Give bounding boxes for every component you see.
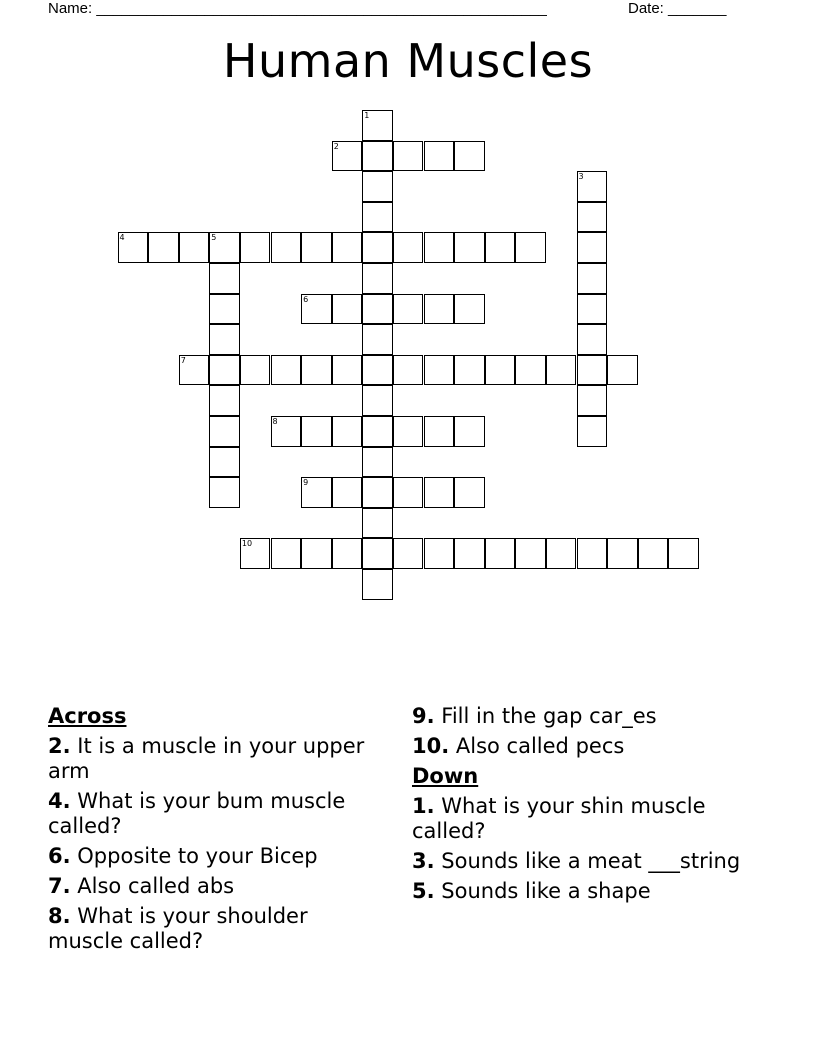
clue-down-3 (412, 849, 772, 874)
clue-number-label: 5 (211, 233, 217, 243)
grid-cell[interactable] (485, 232, 516, 263)
grid-cell[interactable] (209, 355, 240, 386)
grid-cell[interactable] (362, 294, 393, 325)
clue-text: Sounds like a shape (441, 879, 651, 903)
grid-cell[interactable] (362, 263, 393, 294)
date-field[interactable]: Date: _______ (628, 0, 727, 17)
grid-cell[interactable] (424, 416, 455, 447)
grid-cell[interactable] (454, 477, 485, 508)
grid-cell[interactable] (362, 508, 393, 539)
grid-cell[interactable] (424, 355, 455, 386)
clues-column-right (412, 704, 772, 909)
clue-across-9 (412, 704, 772, 729)
grid-cell[interactable] (577, 538, 608, 569)
grid-cell[interactable] (577, 385, 608, 416)
grid-cell[interactable] (577, 202, 608, 233)
grid-cell[interactable] (546, 538, 577, 569)
grid-cell[interactable] (515, 538, 546, 569)
grid-cell[interactable] (332, 477, 363, 508)
clue-number: 3. (412, 849, 435, 873)
grid-cell[interactable] (362, 447, 393, 478)
grid-cell[interactable] (577, 232, 608, 263)
grid-cell[interactable] (362, 477, 393, 508)
grid-cell[interactable] (668, 538, 699, 569)
clue-text: Opposite to your Bicep (77, 844, 318, 868)
grid-cell[interactable] (607, 538, 638, 569)
grid-cell[interactable] (301, 294, 332, 325)
grid-cell[interactable] (209, 447, 240, 478)
clue-number-label: 9 (303, 478, 309, 488)
grid-cell[interactable] (515, 232, 546, 263)
grid-cell[interactable] (179, 355, 210, 386)
clue-number: 8. (48, 904, 71, 928)
clue-text: What is your shin muscle called? (412, 794, 706, 843)
grid-cell[interactable] (362, 385, 393, 416)
grid-cell[interactable] (393, 232, 424, 263)
grid-cell[interactable] (362, 324, 393, 355)
clue-across-10 (412, 734, 772, 759)
grid-cell[interactable] (209, 477, 240, 508)
grid-cell[interactable] (332, 416, 363, 447)
grid-cell[interactable] (393, 477, 424, 508)
page-title: Human Muscles (222, 34, 594, 88)
grid-cell[interactable] (454, 294, 485, 325)
grid-cell[interactable] (332, 232, 363, 263)
grid-cell[interactable] (485, 538, 516, 569)
grid-cell[interactable] (271, 538, 302, 569)
grid-cell[interactable] (393, 294, 424, 325)
clue-number: 7. (48, 874, 71, 898)
grid-cell[interactable] (454, 141, 485, 172)
clue-text: Also called pecs (455, 734, 625, 758)
clue-across-4 (48, 789, 388, 839)
clue-down-5 (412, 879, 772, 904)
clue-down-1 (412, 794, 772, 844)
clue-across-7 (48, 874, 388, 899)
clues-column-left (48, 704, 388, 959)
grid-cell[interactable] (271, 232, 302, 263)
grid-cell[interactable] (332, 538, 363, 569)
grid-cell[interactable] (515, 355, 546, 386)
grid-cell[interactable] (362, 110, 393, 141)
clue-text: Sounds like a meat ___string (441, 849, 741, 873)
grid-cell[interactable] (301, 477, 332, 508)
grid-cell[interactable] (362, 538, 393, 569)
grid-cell[interactable] (118, 232, 149, 263)
grid-cell[interactable] (332, 355, 363, 386)
grid-cell[interactable] (240, 232, 271, 263)
grid-cell[interactable] (424, 477, 455, 508)
clue-number-label: 6 (303, 294, 309, 304)
grid-cell[interactable] (393, 355, 424, 386)
clue-number-label: 8 (272, 417, 278, 426)
clue-text: Also called abs (77, 874, 235, 898)
grid-cell[interactable] (362, 141, 393, 172)
grid-cell[interactable] (332, 141, 363, 172)
clue-number: 5. (412, 879, 435, 903)
grid-cell[interactable] (638, 538, 669, 569)
grid-cell[interactable] (209, 232, 240, 263)
grid-cell[interactable] (454, 416, 485, 447)
grid-cell[interactable] (179, 232, 210, 263)
grid-cell[interactable] (577, 263, 608, 294)
grid-cell[interactable] (454, 538, 485, 569)
grid-cell[interactable] (362, 202, 393, 233)
grid-cell[interactable] (301, 538, 332, 569)
grid-cell[interactable] (362, 232, 393, 263)
across-heading: Across (48, 704, 127, 728)
grid-cell[interactable] (393, 141, 424, 172)
grid-cell[interactable] (301, 355, 332, 386)
clue-across-8 (48, 904, 388, 954)
clue-text: It is a muscle in your upper arm (48, 734, 365, 783)
grid-cell[interactable] (209, 263, 240, 294)
grid-cell[interactable] (240, 538, 271, 569)
clue-text: What is your shoulder muscle called? (48, 904, 308, 953)
grid-cell[interactable] (362, 355, 393, 386)
grid-cell[interactable] (546, 355, 577, 386)
clue-number-label: 3 (578, 172, 584, 182)
clue-text: What is your bum muscle called? (48, 789, 346, 838)
clue-number-label: 1 (364, 111, 370, 120)
clue-number: 10. (412, 734, 450, 758)
grid-cell[interactable] (393, 416, 424, 447)
clue-number-label: 4 (119, 233, 125, 243)
clue-number-label: 7 (180, 355, 186, 365)
grid-cell[interactable] (362, 416, 393, 447)
grid-cell[interactable] (485, 355, 516, 386)
grid-cell[interactable] (424, 232, 455, 263)
grid-cell[interactable] (424, 294, 455, 325)
grid-cell[interactable] (607, 355, 638, 386)
clue-number-label: 10 (241, 539, 253, 549)
grid-cell[interactable] (393, 538, 424, 569)
grid-cell[interactable] (577, 324, 608, 355)
clue-number: 9. (412, 704, 435, 728)
grid-cell[interactable] (577, 355, 608, 386)
clue-number-label: 2 (333, 141, 339, 151)
clue-number: 4. (48, 789, 71, 813)
grid-cell[interactable] (209, 416, 240, 447)
clue-text: Fill in the gap car_es (441, 704, 657, 728)
grid-cell[interactable] (577, 416, 608, 447)
grid-cell[interactable] (362, 171, 393, 202)
clue-number: 6. (48, 844, 71, 868)
grid-cell[interactable] (301, 416, 332, 447)
clue-number: 2. (48, 734, 71, 758)
clue-number: 1. (412, 794, 435, 818)
grid-cell[interactable] (332, 294, 363, 325)
clue-across-6 (48, 844, 388, 869)
name-field[interactable]: Name: ______________________________________________________ (48, 0, 547, 17)
grid-cell[interactable] (424, 141, 455, 172)
grid-cell[interactable] (454, 355, 485, 386)
grid-cell[interactable] (362, 569, 393, 600)
down-heading: Down (412, 764, 479, 788)
grid-cell[interactable] (148, 232, 179, 263)
grid-cell[interactable] (454, 232, 485, 263)
grid-cell[interactable] (271, 416, 302, 447)
grid-cell[interactable] (271, 355, 302, 386)
grid-cell[interactable] (209, 294, 240, 325)
grid-cell[interactable] (577, 294, 608, 325)
clue-across-2 (48, 734, 388, 784)
grid-cell[interactable] (577, 171, 608, 202)
grid-cell[interactable] (209, 324, 240, 355)
grid-cell[interactable] (424, 538, 455, 569)
grid-cell[interactable] (240, 355, 271, 386)
grid-cell[interactable] (301, 232, 332, 263)
grid-cell[interactable] (209, 385, 240, 416)
